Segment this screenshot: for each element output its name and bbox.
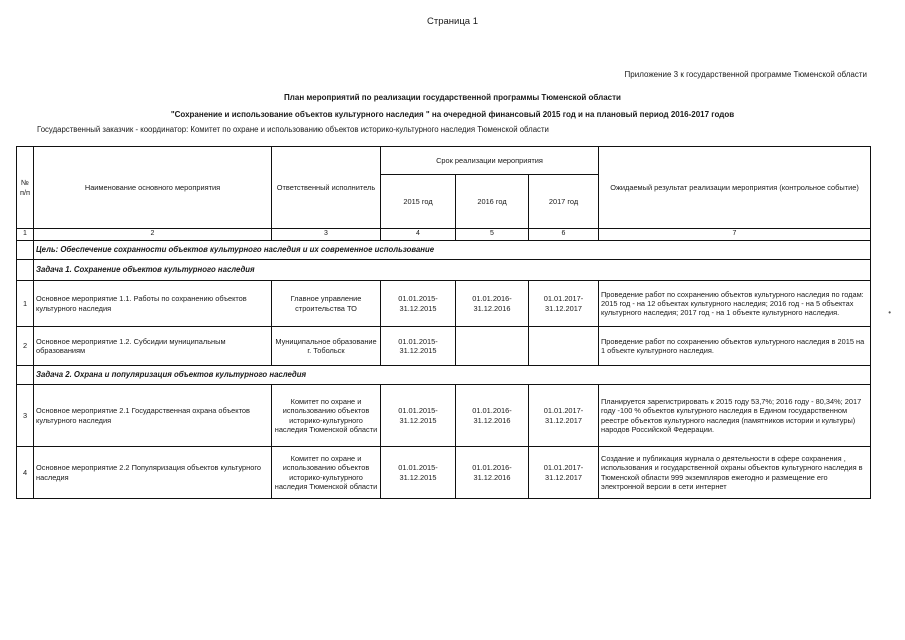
table-row	[17, 447, 871, 499]
header-name: Наименование основного мероприятия	[34, 147, 272, 229]
header-2016: 2016 год	[456, 175, 529, 229]
row-2015: 01.01.2015-31.12.2015	[381, 447, 456, 499]
task2-spacer	[17, 366, 34, 385]
col-number: 6	[529, 229, 599, 241]
row-result: Проведение работ по сохранению объектов культурного наследия в 2015 на 1 объекте культурного наследия.	[599, 327, 871, 366]
row-result: Проведение работ по сохранению объектов культурного наследия по годам: 2015 год - на 12 объектах культурного наследия; 2016 год - на 5 объектах культурного наследия; 2017 год - на 1 объекте культурного наследия.	[599, 281, 871, 327]
row-num: 3	[17, 385, 34, 447]
row-2017: 01.01.2017-31.12.2017	[529, 281, 599, 327]
row-num: 2	[17, 327, 34, 366]
goal-spacer	[17, 241, 34, 260]
row-2017: 01.01.2017-31.12.2017	[529, 447, 599, 499]
table-row	[17, 385, 871, 447]
header-result: Ожидаемый результат реализации мероприятия (контрольное событие)	[599, 147, 871, 229]
state-customer-line: Государственный заказчик - координатор: Комитет по охране и использованию объектов историко-культурного наследия Тюменской области	[37, 125, 549, 134]
header-2015: 2015 год	[381, 175, 456, 229]
col-number: 4	[381, 229, 456, 241]
row-2016: 01.01.2016-31.12.2016	[456, 385, 529, 447]
row-name: Основное мероприятие 1.1. Работы по сохранению объектов культурного наследия	[34, 281, 272, 327]
row-2016	[456, 327, 529, 366]
task1-spacer	[17, 260, 34, 281]
header-num: № п/п	[17, 147, 34, 229]
row-name: Основное мероприятие 1.2. Субсидии муниципальным образованиям	[34, 327, 272, 366]
header-executor: Ответственный исполнитель	[272, 147, 381, 229]
row-executor: Муниципальное образование г. Тобольск	[272, 327, 381, 366]
row-2015: 01.01.2015-31.12.2015	[381, 385, 456, 447]
row-2017	[529, 327, 599, 366]
row-num: 1	[17, 281, 34, 327]
task2-text: Задача 2. Охрана и популяризация объектов культурного наследия	[34, 366, 871, 385]
header-2017: 2017 год	[529, 175, 599, 229]
row-2016: 01.01.2016-31.12.2016	[456, 447, 529, 499]
row-name: Основное мероприятие 2.2 Популяризация объектов культурного наследия	[34, 447, 272, 499]
col-number: 7	[599, 229, 871, 241]
col-number: 1	[17, 229, 34, 241]
row-executor: Главное управление строительства ТО	[272, 281, 381, 327]
goal-row	[17, 241, 871, 260]
page-number: Страница 1	[427, 16, 478, 27]
task2-row	[17, 366, 871, 385]
row-2016: 01.01.2016-31.12.2016	[456, 281, 529, 327]
column-numbers-row	[17, 229, 871, 241]
col-number: 5	[456, 229, 529, 241]
program-title: "Сохранение и использование объектов культурного наследия " на очередной финансовый 2015 год и на плановый период 2016-2017 годов	[170, 110, 735, 119]
row-result: Создание и публикация журнала о деятельности в сфере сохранения , использования и государственной охраны объектов культурного наследия в Тюменской области 999 экземпляров ежегодно и размещение его электронной версии в сети интернет	[599, 447, 871, 499]
row-2015: 01.01.2015-31.12.2015	[381, 327, 456, 366]
table-row	[17, 327, 871, 366]
row-executor: Комитет по охране и использованию объектов историко-культурного наследия Тюменской области	[272, 385, 381, 447]
row-2017: 01.01.2017-31.12.2017	[529, 385, 599, 447]
col-number: 3	[272, 229, 381, 241]
table-header-row	[17, 147, 871, 175]
row-result: Планируется зарегистрировать к 2015 году 53,7%; 2016 году - 80,34%; 2017 году -100 % объектов культурного наследия в Едином государственном реестре объектов культурного наследия (памятников истории и культуры) народов Российской Федерации.	[599, 385, 871, 447]
header-period: Срок реализации мероприятия	[381, 147, 599, 175]
appendix-note: Приложение 3 к государственной программе Тюменской области	[624, 70, 867, 79]
plan-table	[16, 146, 871, 499]
row-2015: 01.01.2015-31.12.2015	[381, 281, 456, 327]
scan-dot: •	[888, 308, 891, 317]
table-row	[17, 281, 871, 327]
col-number: 2	[34, 229, 272, 241]
task1-row	[17, 260, 871, 281]
plan-title: План мероприятий по реализации государственной программы Тюменской области	[284, 93, 621, 102]
row-executor: Комитет по охране и использованию объектов историко-культурного наследия Тюменской области	[272, 447, 381, 499]
row-name: Основное мероприятие 2.1 Государственная охрана объектов культурного наследия	[34, 385, 272, 447]
row-num: 4	[17, 447, 34, 499]
goal-text: Цель: Обеспечение сохранности объектов культурного наследия и их современное использование	[34, 241, 871, 260]
task1-text: Задача 1. Сохранение объектов культурного наследия	[34, 260, 871, 281]
